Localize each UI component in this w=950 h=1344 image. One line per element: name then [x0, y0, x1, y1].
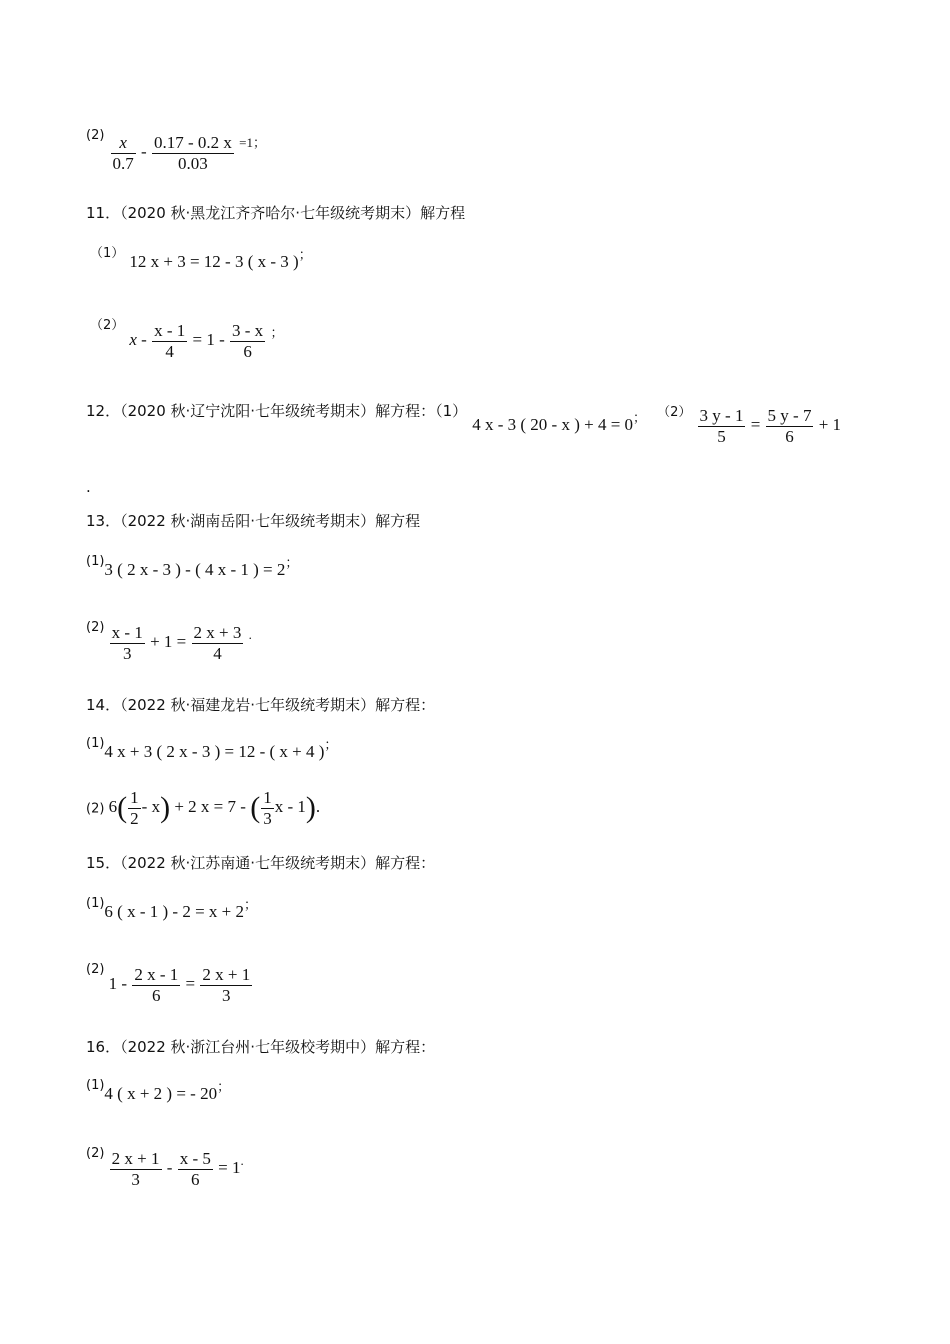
q11-header: 11．（2020 秋·黑龙江齐齐哈尔·七年级统考期末）解方程 — [86, 204, 466, 222]
q10-part2-label: (2) — [86, 128, 105, 143]
q11-part2-equation: x - $\frac{x - 1}{4}$ = 1 - $\frac{3 - x}{6}$ ； — [129, 320, 284, 361]
q15-part2 — [86, 962, 253, 1006]
q16-part2 — [86, 1146, 244, 1190]
q13-part1: $^{(1)}$3 ( 2 x - 3 ) - ( 4 x - 1 ) = 2； — [86, 554, 299, 579]
q12-trailing-dot: . — [86, 478, 91, 496]
fraction: $\frac{2 x + 3}{4}$ — [193, 622, 242, 663]
q16-part2-label: (2) — [86, 1146, 105, 1161]
q11-part2-label: （2） — [90, 318, 125, 333]
fraction: $\frac{2 x - 1}{6}$ — [134, 964, 179, 1005]
fraction: $\frac{x}{0.7}$ — [112, 132, 134, 173]
q12-header: 12．（2020 秋·辽宁沈阳·七年级统考期末）解方程：（1） — [86, 402, 468, 420]
fraction: $\frac{5 y - 7}{6}$ — [767, 405, 812, 446]
q14-part1-equation: 4 x + 3 ( 2 x - 3 ) = 12 - ( x + 4 ) — [104, 742, 325, 761]
q12-part1-equation: 4 x - 3 ( 20 - x ) + 4 = 0 — [472, 415, 634, 434]
q11-part1-equation: 12 x + 3 = 12 - 3 ( x - 3 ) — [129, 252, 299, 271]
q15-part2-label: (2) — [86, 962, 105, 977]
q11-part1-label: （1） — [90, 246, 125, 261]
q15-part1: $^{(1)}$6 ( x - 1 ) - 2 = x + 2； — [86, 896, 258, 921]
q15-header: 15．（2022 秋·江苏南通·七年级统考期末）解方程： — [86, 854, 436, 872]
q14-part1: $^{(1)}$4 x + 3 ( 2 x - 3 ) = 12 - ( x + 4 )； — [86, 736, 338, 761]
q12-part2-equation: $\frac{3 y - 1}{5}$ = $\frac{5 y - 7}{6}$ + 1 — [699, 405, 842, 446]
fraction: $\frac{1}{2}$ — [130, 788, 139, 828]
q16-part2-equation: $\frac{2 x + 1}{3}$ - $\frac{x - 5}{6}$ = 1. — [111, 1148, 244, 1189]
fraction: $\frac{2 x + 1}{3}$ — [202, 964, 251, 1005]
q13-part1-equation: 3 ( 2 x - 3 ) - ( 4 x - 1 ) = 2 — [104, 560, 286, 579]
q13-part2-equation: $\frac{x - 1}{3}$ + 1 = $\frac{2 x + 3}{4}$ . — [111, 622, 252, 663]
fraction: $\frac{x - 5}{6}$ — [179, 1148, 211, 1189]
q13-part2-label: (2) — [86, 620, 105, 635]
q14-part2-label: (2) — [86, 801, 105, 817]
q14-part2 — [86, 788, 320, 829]
q16-header: 16．（2022 秋·浙江台州·七年级校考期中）解方程： — [86, 1038, 436, 1056]
fraction: $\frac{3 - x}{6}$ — [232, 320, 264, 361]
q14-part1-label: (1) — [86, 736, 105, 751]
q12-part2-label: （2） — [657, 405, 692, 420]
fraction: $\frac{1}{3}$ — [263, 788, 272, 828]
q13-part2 — [86, 620, 252, 664]
fraction: $\frac{2 x + 1}{3}$ — [111, 1148, 160, 1189]
fraction: $\frac{x - 1}{3}$ — [111, 622, 143, 663]
q16-part1: $^{(1)}$4 ( x + 2 ) = - 20； — [86, 1078, 231, 1103]
q15-part1-label: (1) — [86, 896, 105, 911]
fraction: $\frac{3 y - 1}{5}$ — [699, 405, 744, 446]
fraction: $\frac{x - 1}{4}$ — [154, 320, 186, 361]
q16-part1-equation: 4 ( x + 2 ) = - 20 — [104, 1084, 218, 1103]
q13-header: 13．（2022 秋·湖南岳阳·七年级统考期末）解方程 — [86, 512, 421, 530]
q14-header: 14．（2022 秋·福建龙岩·七年级统考期末）解方程： — [86, 696, 436, 714]
q11-part1: $^{(1)}$ 12 x + 3 = 12 - 3 ( x - 3 )； — [90, 246, 312, 271]
q10-part2 — [86, 128, 266, 174]
q11-part2 — [90, 314, 283, 362]
q10-part2-equation: $\frac{x}{0.7}$ - $\frac{0.17 - 0.2 x}{0.03}$ $^{=1;}$ — [112, 132, 266, 173]
q14-part2-equation: 6( $\frac{1}{2}$ - x) + 2 x = 7 - ( $\frac{1}{3}$ x - 1). — [108, 788, 321, 828]
q15-part2-equation: 1 - $\frac{2 x - 1}{6}$ = $\frac{2 x + 1}{3}$ — [108, 964, 251, 1005]
q15-part1-equation: 6 ( x - 1 ) - 2 = x + 2 — [104, 902, 244, 921]
fraction: $\frac{0.17 - 0.2 x}{0.03}$ — [153, 132, 232, 173]
q12-line: 12．（2020 秋·辽宁沈阳·七年级统考期末）解方程：（1） 4 x - 3 ( 20 - x ) + 4 = 0； $^{(2)}$ $\frac{3 y - 1}{5}$ = $\frac{5 y - 7}{6}$ + 1 — [86, 402, 842, 446]
q13-part1-label: (1) — [86, 554, 105, 569]
q16-part1-label: (1) — [86, 1078, 105, 1093]
